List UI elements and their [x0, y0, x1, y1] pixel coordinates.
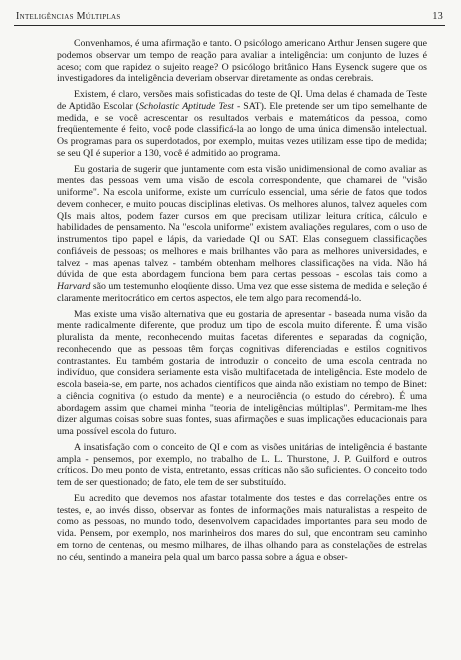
paragraph-3-text-a: Eu gostaria de sugerir que juntamente com esta visão unidimensional de como avaliar as mentes das pessoas vem uma visão de escola correspondente, que chamarei de "visão uniforme". Na escola uniforme, existe um currículo essencial, uma série de fatos que todos devem conhecer, e muito poucas disciplinas eletivas. Os melhores alunos, talvez aqueles com QIs mais altos, podem fazer cursos em que precisam utilizar leitura crítica, cálculo e habilidades de pensamento. Na "escola uniforme" existem avaliações regulares, com o uso de instrumentos tipo papel e lápis, da variedade QI ou SAT. Elas conseguem classificações confiáveis de pessoas; os melhores e mais brilhantes vão para as melhores universidades, e talvez - mas apenas talvez - também obtenham melhores classificações na vida. Não há dúvida de que esta abordagem funciona bem para certas pessoas - escolas tais como a [57, 163, 427, 281]
paragraph-1-text: Convenhamos, é uma afirmação e tanto. O psicólogo americano Arthur Jensen sugere que podemos observar um tempo de reação para avaliar a inteligência: um conjunto de luzes é aceso; com que rapidez o sujeito reage? O psicólogo britânico Hans Eysenck sugere que os investigadores da inteligência deveriam observar diretamente as ondas cerebrais. [57, 38, 427, 85]
paragraph-2-text-a: Existem, é claro, versões mais sofisticadas do teste de QI. Uma delas é chamada de Teste de Aptidão Escolar ( [57, 89, 427, 112]
running-header [14, 8, 445, 26]
paragraph-4-text: Mas existe uma visão alternativa que eu gostaria de apresentar - baseada numa visão da mente radicalmente diferente, que produz um tipo de escola muito diferente. É uma visão pluralista da mente, reconhecendo muitas facetas diferentes e separadas da cognição, reconhecendo que as pessoas têm forças cognitivas diferenciadas e estilos cognitivos contrastantes. Eu também gostaria de introduzir o conceito de uma escola centrada no indivíduo, que considera seriamente esta visão multifacetada de inteligência. Este modelo de escola baseia-se, em parte, nos achados científicos que ainda não existiam no tempo de Binet: a ciência cognitiva (o estudo da mente) e a neurociência (o estudo do cérebro). É uma abordagem assim que chamei minha "teoria de inteligências múltiplas". Permitam-me lhes dizer algumas coisas sobre suas fontes, suas afirmações e suas implicações educacionais para uma possível escola do futuro. [57, 308, 427, 437]
paragraph-2 [57, 89, 427, 160]
paragraph-5 [57, 442, 427, 489]
paragraph-3-text-b: são um testemunho eloqüente disso. Uma vez que esse sistema de medida e seleção é claramente meritocrático em certos aspectos, ele tem algo para recomendá-lo. [57, 281, 427, 304]
paragraph-5-text: A insatisfação com o conceito de QI e com as visões unitárias de inteligência é bastante ampla - pensemos, por exemplo, no trabalho de L. L. Thurstone, J. P. Guilford e outros críticos. Do meu ponto de vista, entretanto, essas críticas não são suficientes. O conceito todo tem de ser questionado; de fato, ele tem de ser substituído. [57, 441, 427, 488]
paragraph-2-italic: Scholastic Aptitude Test [139, 100, 234, 112]
paragraph-2-text-b: - SAT). Ele pretende ser um tipo semelhante de medida, e se você acrescentar os resultados verbais e matemáticos da pessoa, como freqüentemente é feito, você pode classificá-la ao longo de uma única dimensão intelectual. Os programas para os superdotados, por exemplo, muitas vezes utilizam esse tipo de medida; se seu QI é superior a 130, você é admitido ao programa. [57, 100, 427, 159]
paragraph-3-italic: Harvard [57, 281, 91, 292]
running-title: Inteligências Múltiplas [16, 11, 121, 22]
paragraph-6-text: Eu acredito que devemos nos afastar totalmente dos testes e das correlações entre os testes, e, ao invés disso, observar as fontes de informações mais naturalistas a respeito de como as pessoas, no mundo todo, desenvolvem capacidades importantes para seu modo de vida. Pensem, por exemplo, nos marinheiros dos mares do sul, que encontram seu caminho em torno de centenas, ou mesmo milhares, de ilhas olhando para as constelações de estrelas no céu, sentindo a maneira pela qual um barco passa sobre a água e obser- [57, 492, 427, 563]
body-text [57, 38, 427, 567]
paragraph-3 [57, 164, 427, 305]
paragraph-1 [57, 38, 427, 85]
page-number: 13 [432, 11, 443, 22]
paragraph-6 [57, 493, 427, 564]
paragraph-4 [57, 309, 427, 438]
